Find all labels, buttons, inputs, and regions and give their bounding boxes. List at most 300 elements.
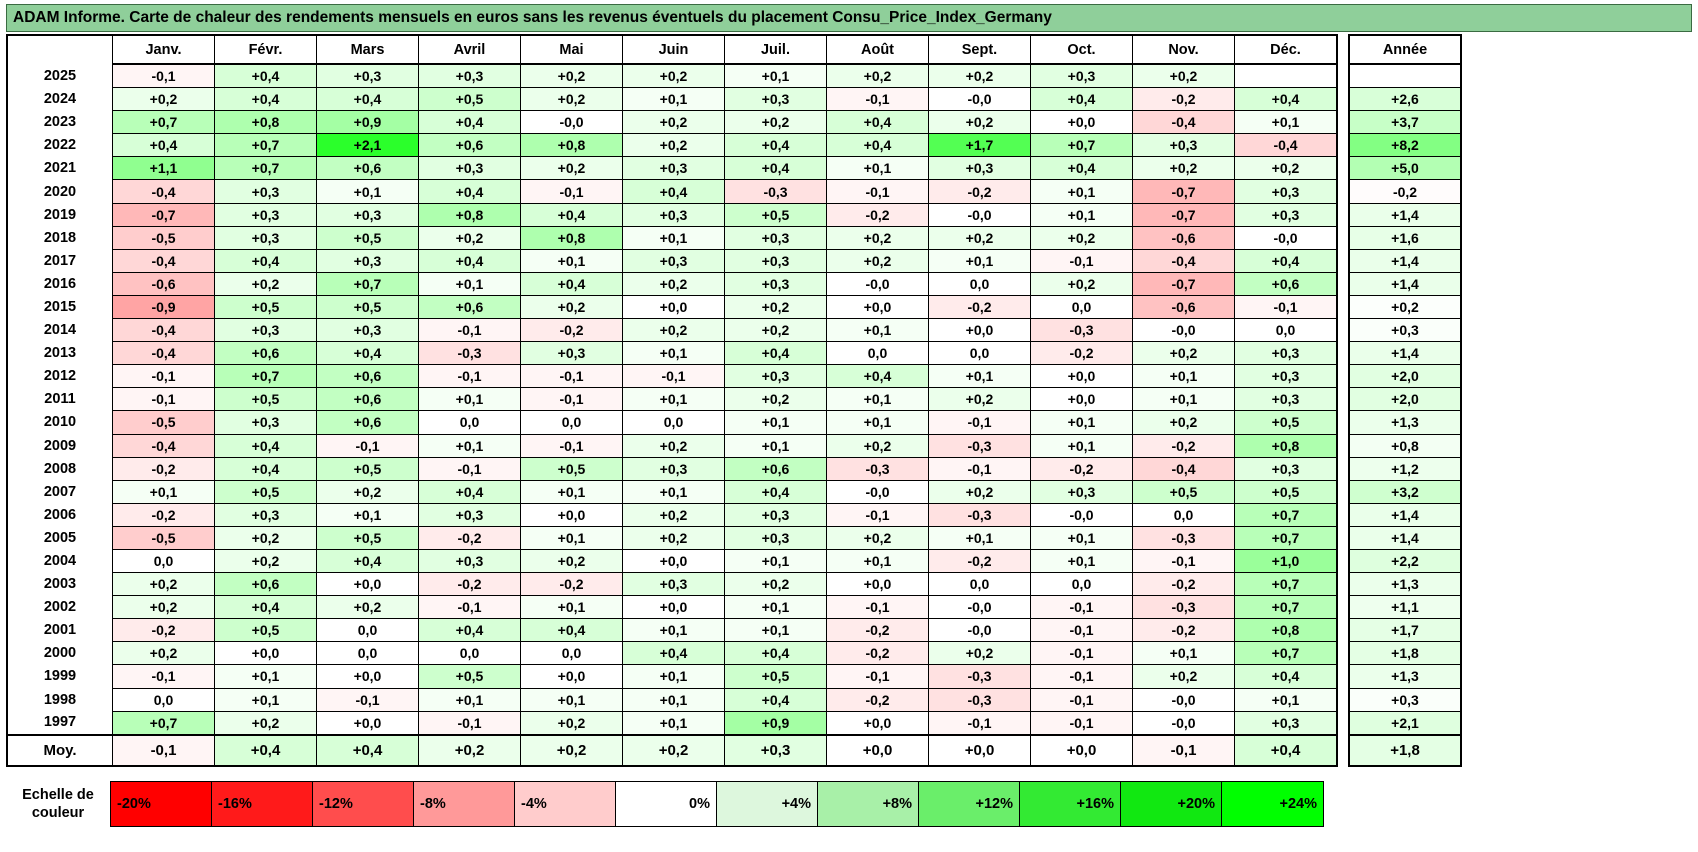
heatmap-cell: -0,0: [1133, 688, 1235, 711]
heatmap-cell: -0,1: [929, 711, 1031, 735]
average-cell: -0,1: [113, 735, 215, 766]
heatmap-cell: +0,4: [113, 134, 215, 157]
annual-cell: +0,3: [1349, 688, 1461, 711]
heatmap-cell: -0,1: [1031, 665, 1133, 688]
heatmap-cell: +0,4: [725, 480, 827, 503]
heatmap-cell: +0,0: [623, 295, 725, 318]
heatmap-cell: +0,7: [113, 711, 215, 735]
heatmap-cell: +0,7: [317, 272, 419, 295]
legend-stop: +12%: [919, 782, 1020, 826]
column-header: Août: [827, 35, 929, 64]
heatmap-cell: +0,5: [1235, 480, 1338, 503]
heatmap-cell: +0,4: [419, 111, 521, 134]
table-row: [7, 249, 1337, 272]
heatmap-cell: +0,5: [419, 665, 521, 688]
annual-cell: +0,3: [1349, 319, 1461, 342]
heatmap-cell: +0,3: [1235, 203, 1338, 226]
heatmap-cell: -0,4: [1133, 457, 1235, 480]
heatmap-cell: +0,6: [419, 295, 521, 318]
heatmap-cell: -0,2: [521, 573, 623, 596]
heatmap-cell: 0,0: [113, 688, 215, 711]
heatmap-cell: +0,2: [929, 111, 1031, 134]
heatmap-cell: +0,2: [623, 134, 725, 157]
annual-row: [1349, 203, 1461, 226]
heatmap-cell: +0,1: [215, 688, 317, 711]
heatmap-cell: +0,4: [419, 249, 521, 272]
heatmap-cell: +0,1: [623, 88, 725, 111]
row-year-label: 2016: [7, 272, 113, 295]
heatmap-cell: +0,6: [317, 365, 419, 388]
heatmap-cell: -0,1: [929, 457, 1031, 480]
heatmap-cell: +0,1: [725, 619, 827, 642]
heatmap-cell: +0,1: [725, 411, 827, 434]
heatmap-cell: +0,3: [725, 365, 827, 388]
heatmap-cell: +0,1: [725, 549, 827, 572]
heatmap-cell: +0,3: [1133, 134, 1235, 157]
heatmap-cell: +0,3: [929, 157, 1031, 180]
row-year-label: 2010: [7, 411, 113, 434]
heatmap-cell: +0,1: [521, 526, 623, 549]
heatmap-cell: +0,3: [623, 249, 725, 272]
row-year-label: 2013: [7, 342, 113, 365]
heatmap-cell: +0,1: [1133, 388, 1235, 411]
heatmap-cell: +0,1: [827, 411, 929, 434]
heatmap-cell: +0,5: [725, 665, 827, 688]
heatmap-cell: +0,3: [623, 573, 725, 596]
annual-row: [1349, 180, 1461, 203]
heatmap-cell: +0,6: [725, 457, 827, 480]
heatmap-cell: +0,7: [215, 157, 317, 180]
table-row: [7, 596, 1337, 619]
average-cell: +0,2: [623, 735, 725, 766]
legend-stop: +4%: [717, 782, 818, 826]
heatmap-cell: +0,4: [1235, 249, 1338, 272]
heatmap-cell: +0,1: [623, 688, 725, 711]
row-year-label: 2012: [7, 365, 113, 388]
heatmap-cell: +0,5: [725, 203, 827, 226]
heatmap-cell: +0,4: [725, 342, 827, 365]
heatmap-cell: +0,4: [215, 434, 317, 457]
heatmap-cell: -0,1: [1031, 642, 1133, 665]
legend-stop: 0%: [616, 782, 717, 826]
heatmap-cell: +0,2: [1133, 342, 1235, 365]
heatmap-cell: +0,2: [929, 64, 1031, 88]
heatmap-cell: +0,0: [1031, 365, 1133, 388]
heatmap-cell: +0,8: [1235, 619, 1338, 642]
heatmap-cell: +0,0: [521, 503, 623, 526]
legend-label: [6, 781, 110, 827]
heatmap-cell: 0,0: [929, 342, 1031, 365]
heatmap-cell: +0,2: [1235, 157, 1338, 180]
annual-row: [1349, 434, 1461, 457]
heatmap-cell: +0,5: [215, 619, 317, 642]
annual-cell: +3,2: [1349, 480, 1461, 503]
heatmap-cell: +0,1: [827, 319, 929, 342]
heatmap-cell: +0,0: [521, 665, 623, 688]
table-row: [7, 64, 1337, 88]
column-header: Oct.: [1031, 35, 1133, 64]
average-cell: +0,0: [929, 735, 1031, 766]
row-year-label: 1997: [7, 711, 113, 735]
row-year-label: 1998: [7, 688, 113, 711]
heatmap-cell: 0,0: [521, 642, 623, 665]
heatmap-cell: +0,4: [215, 64, 317, 88]
annual-row: [1349, 619, 1461, 642]
annual-row: [1349, 480, 1461, 503]
heatmap-cell: +0,7: [1235, 596, 1338, 619]
heatmap-cell: +0,2: [113, 88, 215, 111]
heatmap-cell: +0,2: [725, 388, 827, 411]
heatmap-cell: +0,7: [1235, 642, 1338, 665]
heatmap-cell: +0,4: [1031, 157, 1133, 180]
heatmap-cell: +0,2: [623, 272, 725, 295]
heatmap-cell: 0,0: [1235, 319, 1338, 342]
heatmap-cell: +0,3: [1235, 711, 1338, 735]
table-row: [7, 688, 1337, 711]
heatmap-cell: +0,3: [623, 157, 725, 180]
heatmap-cell: -0,2: [827, 619, 929, 642]
annual-column-header: Année: [1349, 35, 1461, 64]
heatmap-cell: +0,1: [827, 388, 929, 411]
heatmap-cell: -0,0: [1133, 711, 1235, 735]
heatmap-cell: +0,4: [725, 134, 827, 157]
row-year-label: 2017: [7, 249, 113, 272]
annual-cell: +1,6: [1349, 226, 1461, 249]
heatmap-cell: -0,1: [1031, 619, 1133, 642]
heatmap-cell: +1,0: [1235, 549, 1338, 572]
annual-row: [1349, 365, 1461, 388]
heatmap-cell: -0,5: [113, 226, 215, 249]
row-year-label: 2018: [7, 226, 113, 249]
legend-stop: +20%: [1121, 782, 1222, 826]
heatmap-cell: +0,2: [929, 642, 1031, 665]
heatmap-cell: -0,4: [113, 319, 215, 342]
annual-row: [1349, 226, 1461, 249]
heatmap-cell: +0,3: [1235, 365, 1338, 388]
legend-stop: +8%: [818, 782, 919, 826]
heatmap-cell: +0,2: [215, 526, 317, 549]
heatmap-cell: +0,1: [113, 480, 215, 503]
heatmap-cell: 0,0: [113, 549, 215, 572]
legend-stop: +24%: [1222, 782, 1323, 826]
heatmap-cell: -0,5: [113, 411, 215, 434]
column-header: Févr.: [215, 35, 317, 64]
heatmap-cell: +0,1: [1031, 203, 1133, 226]
heatmap-page: [0, 4, 1698, 852]
heatmap-cell: -0,3: [929, 434, 1031, 457]
heatmap-cell: -0,0: [1031, 503, 1133, 526]
heatmap-cell: +0,3: [215, 226, 317, 249]
heatmap-cell: +0,2: [1133, 665, 1235, 688]
heatmap-cell: -0,1: [113, 388, 215, 411]
heatmap-cell: -0,1: [113, 665, 215, 688]
heatmap-cell: +0,4: [419, 180, 521, 203]
heatmap-cell: -0,1: [1031, 596, 1133, 619]
heatmap-cell: +0,3: [725, 88, 827, 111]
row-year-label: 2000: [7, 642, 113, 665]
legend-stop: -20%: [111, 782, 212, 826]
heatmap-cell: -0,2: [113, 619, 215, 642]
table-row: [7, 457, 1337, 480]
annual-row: [1349, 64, 1461, 88]
heatmap-cell: +0,2: [215, 272, 317, 295]
heatmap-cell: -0,2: [1031, 457, 1133, 480]
heatmap-cell: +0,3: [623, 457, 725, 480]
heatmap-cell: +0,1: [1031, 180, 1133, 203]
legend-stop: -4%: [515, 782, 616, 826]
heatmap-cell: -0,2: [521, 319, 623, 342]
heatmap-cell: -0,1: [419, 319, 521, 342]
heatmap-cell: +0,4: [419, 619, 521, 642]
heatmap-cell: -0,1: [827, 596, 929, 619]
heatmap-cell: -0,1: [827, 88, 929, 111]
annual-cell: +1,3: [1349, 411, 1461, 434]
heatmap-cell: -0,4: [113, 434, 215, 457]
heatmap-cell: -0,1: [419, 457, 521, 480]
table-row: [7, 665, 1337, 688]
annual-cell: +5,0: [1349, 157, 1461, 180]
column-header: Janv.: [113, 35, 215, 64]
heatmap-cell: +0,1: [725, 64, 827, 88]
heatmap-cell: +0,4: [215, 88, 317, 111]
annual-cell: +1,4: [1349, 526, 1461, 549]
heatmap-cell: +0,2: [1031, 272, 1133, 295]
legend-stop: -16%: [212, 782, 313, 826]
heatmap-cell: +0,5: [317, 457, 419, 480]
heatmap-cell: -0,3: [929, 688, 1031, 711]
heatmap-cell: +0,1: [827, 549, 929, 572]
heatmap-cell: -0,2: [929, 180, 1031, 203]
row-year-label: 2015: [7, 295, 113, 318]
heatmap-cell: +0,9: [725, 711, 827, 735]
heatmap-cell: +0,2: [113, 596, 215, 619]
heatmap-cell: -0,1: [521, 365, 623, 388]
row-year-label: 2021: [7, 157, 113, 180]
heatmap-cell: +0,2: [827, 526, 929, 549]
heatmap-cell: +0,3: [725, 503, 827, 526]
heatmap-cell: +1,1: [113, 157, 215, 180]
heatmap-cell: -0,1: [113, 365, 215, 388]
heatmap-cell: +0,2: [521, 711, 623, 735]
annual-cell: +1,7: [1349, 619, 1461, 642]
heatmap-cell: +0,1: [317, 180, 419, 203]
heatmap-cell: -0,1: [827, 503, 929, 526]
row-year-label: 2008: [7, 457, 113, 480]
column-header: Juil.: [725, 35, 827, 64]
average-cell: -0,1: [1133, 735, 1235, 766]
heatmap-cell: -0,0: [521, 111, 623, 134]
heatmap-cell: +0,1: [1133, 642, 1235, 665]
heatmap-cell: +0,2: [725, 111, 827, 134]
table-row: [7, 342, 1337, 365]
heatmap-cell: +1,7: [929, 134, 1031, 157]
heatmap-cell: -0,4: [113, 249, 215, 272]
heatmap-cell: 0,0: [827, 342, 929, 365]
heatmap-cell: +0,6: [317, 388, 419, 411]
column-header: Juin: [623, 35, 725, 64]
annual-row: [1349, 688, 1461, 711]
annual-returns-table: [1348, 34, 1462, 767]
heatmap-cell: +0,3: [623, 203, 725, 226]
heatmap-cell: -0,1: [1235, 295, 1338, 318]
heatmap-cell: +0,6: [215, 573, 317, 596]
heatmap-cell: -0,3: [827, 457, 929, 480]
heatmap-cell: +0,4: [317, 342, 419, 365]
table-row: [7, 272, 1337, 295]
heatmap-cell: +0,4: [419, 480, 521, 503]
heatmap-cell: +0,3: [725, 249, 827, 272]
heatmap-cell: +0,2: [317, 480, 419, 503]
heatmap-cell: -0,2: [113, 457, 215, 480]
heatmap-cell: +0,2: [725, 319, 827, 342]
heatmap-cell: -0,1: [521, 388, 623, 411]
annual-average-row: [1349, 735, 1461, 766]
heatmap-cell: +0,1: [725, 434, 827, 457]
heatmap-cell: -0,2: [929, 549, 1031, 572]
column-header: Mai: [521, 35, 623, 64]
annual-cell: +1,4: [1349, 342, 1461, 365]
row-year-label: 2022: [7, 134, 113, 157]
heatmap-cell: -0,6: [113, 272, 215, 295]
heatmap-cell: +0,1: [929, 249, 1031, 272]
heatmap-cell: -0,2: [827, 203, 929, 226]
heatmap-cell: -0,0: [929, 88, 1031, 111]
heatmap-cell: +0,4: [623, 180, 725, 203]
annual-cell: +2,6: [1349, 88, 1461, 111]
heatmap-cell: 0,0: [419, 411, 521, 434]
table-row: [7, 619, 1337, 642]
heatmap-cell: +0,1: [623, 388, 725, 411]
heatmap-cell: +0,4: [215, 249, 317, 272]
heatmap-cell: -0,1: [113, 64, 215, 88]
heatmap-cell: +0,1: [1031, 526, 1133, 549]
heatmap-cell: +0,7: [1235, 503, 1338, 526]
heatmap-cell: +0,2: [929, 480, 1031, 503]
annual-row: [1349, 134, 1461, 157]
heatmap-cell: -0,1: [929, 411, 1031, 434]
heatmap-cell: +0,6: [215, 342, 317, 365]
heatmap-cell: -0,2: [1133, 573, 1235, 596]
row-year-label: 2006: [7, 503, 113, 526]
annual-cell: +1,1: [1349, 596, 1461, 619]
table-row: [7, 180, 1337, 203]
heatmap-cell: +0,6: [1235, 272, 1338, 295]
heatmap-cell: +0,9: [317, 111, 419, 134]
heatmap-cell: 0,0: [1031, 573, 1133, 596]
column-header: Avril: [419, 35, 521, 64]
annual-cell: +1,4: [1349, 249, 1461, 272]
heatmap-cell: +0,5: [521, 457, 623, 480]
annual-row: [1349, 411, 1461, 434]
heatmap-cell: +0,2: [929, 388, 1031, 411]
heatmap-cell: 0,0: [929, 272, 1031, 295]
average-cell: +0,4: [215, 735, 317, 766]
heatmap-cell: +0,0: [215, 642, 317, 665]
heatmap-cell: -0,1: [419, 711, 521, 735]
table-row: [7, 480, 1337, 503]
heatmap-cell: -0,1: [419, 596, 521, 619]
heatmap-cell: +0,1: [929, 526, 1031, 549]
heatmap-cell: +0,3: [1235, 457, 1338, 480]
heatmap-cell: +0,2: [827, 226, 929, 249]
heatmap-cell: +0,1: [419, 688, 521, 711]
heatmap-cell: +0,5: [317, 295, 419, 318]
heatmap-cell: +0,0: [1031, 111, 1133, 134]
annual-average-cell: +1,8: [1349, 735, 1461, 766]
annual-cell: +1,3: [1349, 573, 1461, 596]
heatmap-cell: -0,4: [113, 180, 215, 203]
heatmap-cell: +0,2: [521, 88, 623, 111]
heatmap-cell: +0,3: [1235, 180, 1338, 203]
monthly-returns-table: [6, 34, 1338, 767]
heatmap-cell: 0,0: [419, 642, 521, 665]
annual-row: [1349, 272, 1461, 295]
row-year-label: 2007: [7, 480, 113, 503]
heatmap-cell: -0,0: [1235, 226, 1338, 249]
heatmap-cell: +0,1: [929, 365, 1031, 388]
heatmap-cell: +0,2: [1133, 64, 1235, 88]
row-year-label: 2023: [7, 111, 113, 134]
page-title: ADAM Informe. Carte de chaleur des rendements mensuels en euros sans les revenus éventuels du placement Consu_Price_Index_Germany: [6, 4, 1692, 32]
row-year-label: 1999: [7, 665, 113, 688]
heatmap-cell: +0,4: [725, 642, 827, 665]
column-header: Sept.: [929, 35, 1031, 64]
heatmap-cell: +0,1: [1031, 411, 1133, 434]
annual-cell: +0,8: [1349, 434, 1461, 457]
annual-cell: -0,2: [1349, 180, 1461, 203]
heatmap-cell: +0,4: [521, 272, 623, 295]
heatmap-cell: +0,4: [827, 134, 929, 157]
heatmap-cell: +0,7: [1235, 573, 1338, 596]
table-row: [7, 573, 1337, 596]
legend-label-line1: Echelle de: [22, 786, 94, 803]
heatmap-cell: -0,0: [827, 480, 929, 503]
heatmap-cell: -0,9: [113, 295, 215, 318]
heatmap-cell: +0,2: [827, 249, 929, 272]
heatmap-cell: 0,0: [929, 573, 1031, 596]
heatmap-cell: +0,2: [1133, 157, 1235, 180]
heatmap-cell: +0,1: [521, 596, 623, 619]
heatmap-cell: +0,2: [623, 64, 725, 88]
legend-stop: -8%: [414, 782, 515, 826]
heatmap-cell: +0,1: [1031, 549, 1133, 572]
annual-row: [1349, 665, 1461, 688]
heatmap-cell: -0,1: [827, 665, 929, 688]
heatmap-cell: +0,3: [215, 411, 317, 434]
heatmap-cell: -0,4: [1133, 249, 1235, 272]
heatmap-cell: +0,7: [1031, 134, 1133, 157]
annual-cell: +0,2: [1349, 295, 1461, 318]
heatmap-cell: -0,2: [419, 573, 521, 596]
heatmap-cell: +0,4: [317, 88, 419, 111]
heatmap-cell: +0,4: [521, 203, 623, 226]
heatmap-cell: +0,1: [419, 272, 521, 295]
table-row: [7, 411, 1337, 434]
heatmap-cell: +0,8: [419, 203, 521, 226]
annual-cell: +2,0: [1349, 365, 1461, 388]
column-header: Déc.: [1235, 35, 1338, 64]
heatmap-cell: +0,3: [725, 226, 827, 249]
heatmap-cell: +0,7: [215, 134, 317, 157]
row-year-label: 2004: [7, 549, 113, 572]
table-row: [7, 319, 1337, 342]
legend-stop: +16%: [1020, 782, 1121, 826]
heatmap-cell: +0,3: [215, 180, 317, 203]
heatmap-cell: 0,0: [521, 411, 623, 434]
row-year-label: 2009: [7, 434, 113, 457]
annual-cell: +1,3: [1349, 665, 1461, 688]
heatmap-cell: +0,1: [623, 619, 725, 642]
